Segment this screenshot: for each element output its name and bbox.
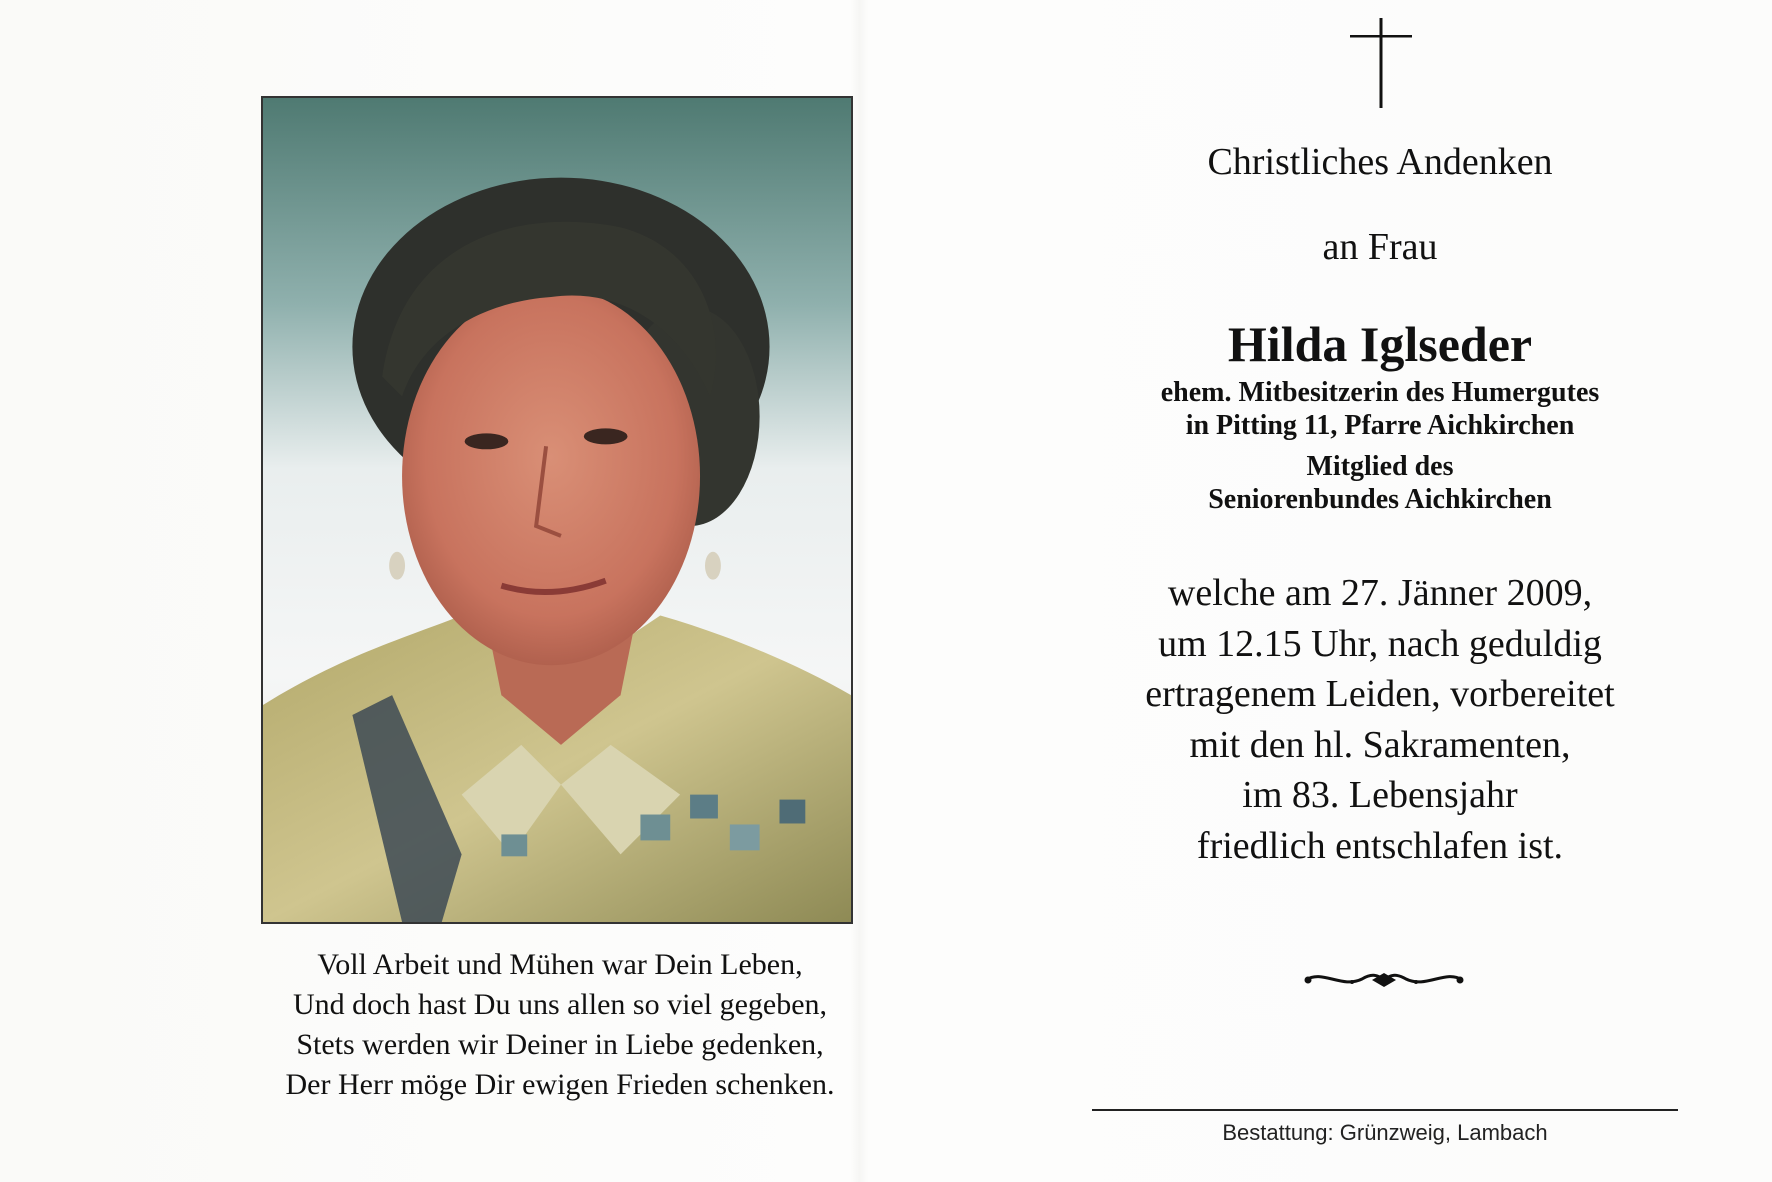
notice-line: im 83. Lebensjahr: [1242, 774, 1518, 816]
memorial-poem: [230, 945, 890, 1105]
notice-line: welche am 27. Jänner 2009,: [1167, 572, 1593, 614]
card-title: Christliches Andenken: [1207, 141, 1553, 183]
role-line: Mitglied des: [1306, 451, 1454, 482]
funeral-home-credit: Bestattung: Grünzweig, Lambach: [1222, 1120, 1548, 1145]
poem-line: Und doch hast Du uns allen so viel gegeben,: [292, 988, 828, 1021]
role-line: Seniorenbundes Aichkirchen: [1208, 484, 1552, 515]
death-notice: [1060, 568, 1700, 871]
role-line: in Pitting 11, Pfarre Aichkirchen: [1185, 410, 1575, 441]
poem-line: Stets werden wir Deiner in Liebe gedenken,: [296, 1028, 824, 1061]
notice-line: um 12.15 Uhr, nach geduldig: [1158, 622, 1602, 665]
notice-line: friedlich entschlafen ist.: [1196, 824, 1564, 867]
notice-line: mit den hl. Sakramenten,: [1189, 723, 1571, 766]
poem-line: Voll Arbeit und Mühen war Dein Leben,: [317, 948, 803, 981]
notice-line: ertragenem Leiden, vorbereitet: [1145, 673, 1615, 715]
flourish-divider-icon: [1302, 967, 1466, 993]
poem-line: Der Herr möge Dir ewigen Frieden schenken.: [285, 1068, 835, 1101]
role-line: ehem. Mitbesitzerin des Humergutes: [1160, 377, 1600, 408]
deceased-name: Hilda Iglseder: [1227, 316, 1533, 372]
portrait-illustration: [263, 98, 851, 922]
salutation: an Frau: [1322, 226, 1438, 268]
portrait-photo: [261, 96, 853, 924]
deceased-roles: [1060, 376, 1700, 516]
latin-cross-icon: [1350, 18, 1412, 108]
footer-divider: [1092, 1109, 1678, 1111]
